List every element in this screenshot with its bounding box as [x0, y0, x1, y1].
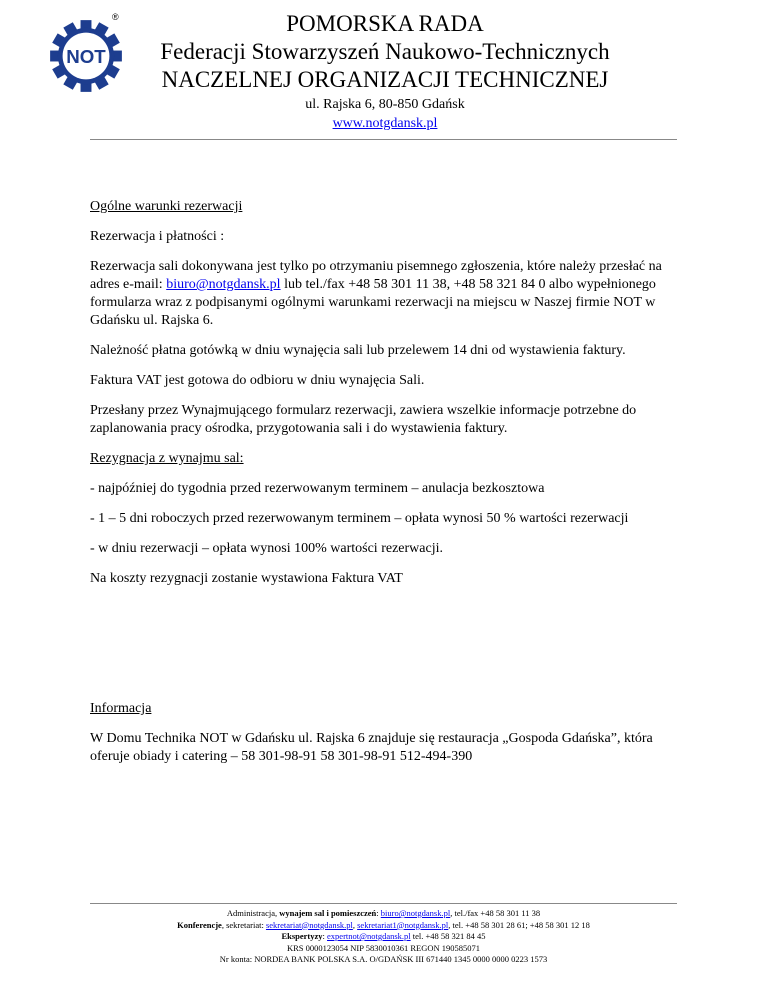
logo-text: NOT [66, 46, 106, 68]
paragraph-form: Przesłany przez Wynajmującego formularz rezerwacji, zawiera wszelkie informacje potrzebne do zaplanowania pracy ośrodka, przygotowania sali i do wystawienia faktury. [90, 403, 637, 436]
header-divider [90, 139, 677, 140]
cancellation-item: - w dniu rezerwacji – opłata wynosi 100% wartości rezerwacji. [90, 541, 443, 556]
footer-line-admin: Administracja, wynajem sal i pomieszczeń: biuro@notgdansk.pl, tel./fax +48 58 301 11 38 [226, 908, 541, 918]
registered-mark: ® [112, 12, 119, 22]
org-title-line2: Federacji Stowarzyszeń Naukowo-Technicznych [160, 39, 610, 64]
website-link[interactable]: www.notgdansk.pl [332, 116, 438, 131]
footer-email-biuro[interactable]: biuro@notgdansk.pl [380, 908, 451, 918]
org-title-line3: NACZELNEJ ORGANIZACJI TECHNICZNEJ [161, 67, 609, 92]
footer-line-expertise: Ekspertyzy: expertnot@notgdansk.pl tel. +48 58 321 84 45 [281, 931, 486, 941]
paragraph-reservation: Rezerwacja sali dokonywana jest tylko po otrzymaniu pisemnego zgłoszenia, które należy przesłać na adres e-mail: biuro@notgdansk.pl lub tel./fax +48 58 301 11 38, +48 58 321 84 0 albo wypełnionego formularza wraz z podpisanymi ogólnymi warunkami rezerwacji na miejscu w Naszej firmie NOT w Gdańsku ul. Rajska 6. [90, 259, 662, 328]
document-body [90, 198, 680, 778]
cancellation-item: - najpóźniej do tygodnia przed rezerwowanym terminem – anulacja bezkosztowa [90, 481, 545, 496]
cancellation-item: - 1 – 5 dni roboczych przed rezerwowanym terminem – opłata wynosi 50 % wartości rezerwacji [90, 511, 629, 526]
paragraph-payment: Należność płatna gotówką w dniu wynajęcia sali lub przelewem 14 dni od wystawienia faktury. [90, 343, 626, 358]
footer-email-expert[interactable]: expertnot@notgdansk.pl [327, 931, 411, 941]
org-address: ul. Rajska 6, 80-850 Gdańsk [305, 97, 465, 112]
paragraph-invoice: Faktura VAT jest gotowa do odbioru w dniu wynajęcia Sali. [90, 373, 425, 388]
footer-line-conferences: Konferencje, sekretariat: sekretariat@notgdansk.pl, sekretariat1@notgdansk.pl, tel. +48 58 301 28 61; +48 58 301 12 18 [177, 919, 590, 930]
footer-line-registry: KRS 0000123054 NIP 5830010361 REGON 190585071 [286, 942, 481, 953]
cancellation-title: Rezygnacja z wynajmu sal: [90, 451, 244, 466]
letterhead [0, 0, 768, 140]
subtitle: Rezerwacja i płatności : [90, 229, 225, 244]
info-title: Informacja [90, 701, 152, 716]
cancellation-note: Na koszty rezygnacji zostanie wystawiona Faktura VAT [90, 571, 403, 586]
footer-email-sekretariat1[interactable]: sekretariat1@notgdansk.pl [357, 919, 449, 930]
section-title: Ogólne warunki rezerwacji [90, 199, 243, 214]
org-title-line1: POMORSKA RADA [286, 11, 484, 36]
footer-email-sekretariat[interactable]: sekretariat@notgdansk.pl [265, 919, 353, 930]
email-link[interactable]: biuro@notgdansk.pl [166, 277, 281, 292]
footer-line-bank: Nr konta: NORDEA BANK POLSKA S.A. O/GDAŃSK III 671440 1345 0000 0000 0223 1573 [219, 954, 548, 964]
footer-divider [90, 903, 677, 904]
info-text: W Domu Technika NOT w Gdańsku ul. Rajska 6 znajduje się restauracja „Gospoda Gdańska”, która oferuje obiady i catering – 58 301-98-91 58 301-98-91 512-494-390 [90, 731, 653, 764]
footer [90, 908, 677, 966]
not-gear-logo [47, 17, 125, 95]
